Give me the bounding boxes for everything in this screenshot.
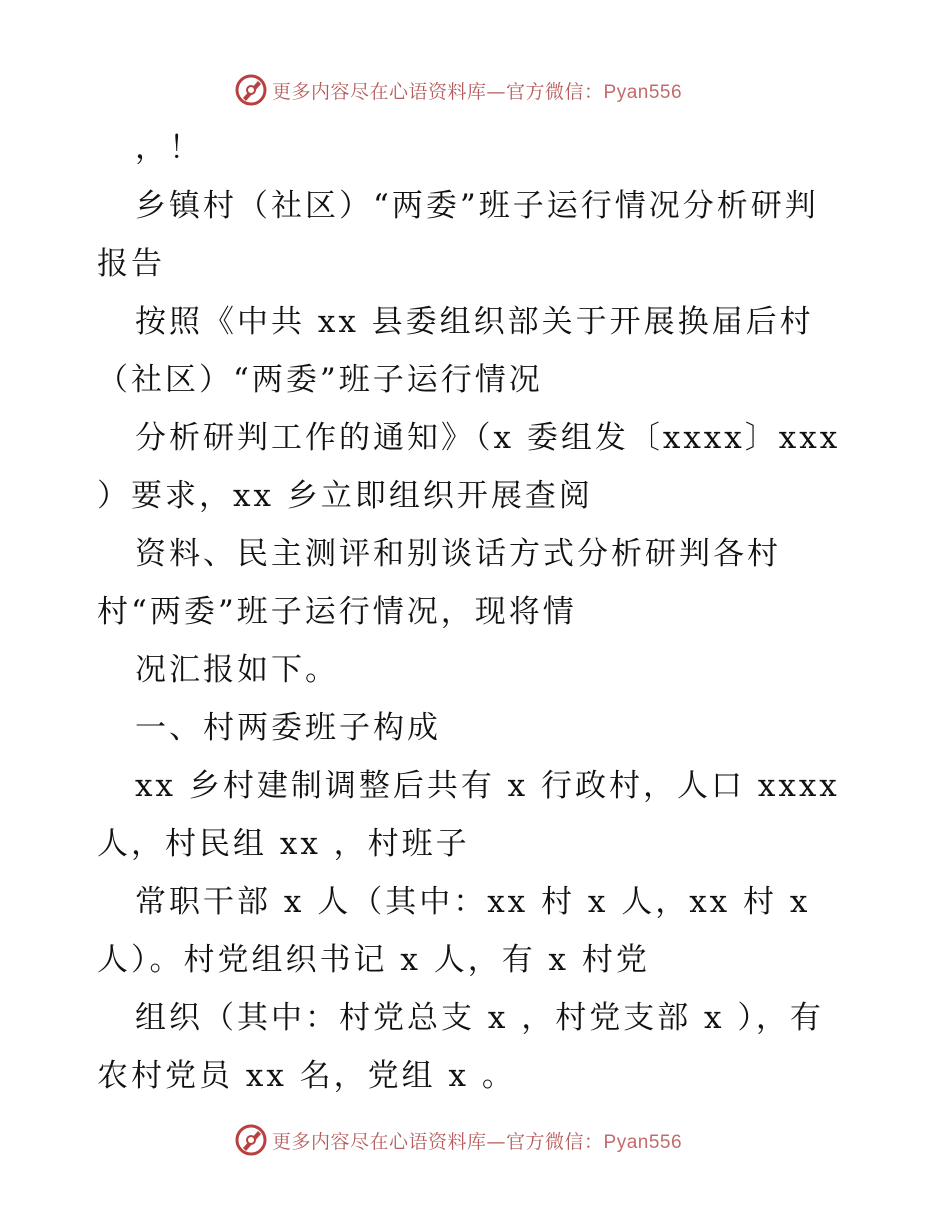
report-title-cont: 报告 (97, 246, 165, 282)
report-title: 乡镇村（社区）“两委”班子运行情况分析研判 (135, 188, 819, 224)
body-line: 人）。村党组织书记 x 人，有 x 村党 (97, 942, 650, 978)
footer-text: 更多内容尽在心语资料库—官方微信：Pyan556 (272, 1130, 683, 1153)
body-line: 农村党员 xx 名，党组 x 。 (97, 1058, 516, 1094)
body-line: xx 乡村建制调整后共有 x 行政村，人口 xxxx (135, 768, 840, 804)
body-line: 组织（其中：村党总支 x ，村党支部 x ），有 (135, 1000, 824, 1036)
body-line: 况汇报如下。 (135, 652, 339, 688)
footer-handle: Pyan556 (603, 1131, 683, 1153)
body-line: 村“两委”班子运行情况，现将情 (97, 594, 577, 630)
body-line: 常职干部 x 人（其中：xx 村 x 人，xx 村 x (135, 884, 811, 920)
footer-banner (0, 1120, 950, 1160)
body-line: 人，村民组 xx ，村班子 (97, 826, 470, 862)
body-line: 分析研判工作的通知》（x 委组发〔xxxx〕xxx (135, 420, 841, 456)
header-banner (0, 70, 950, 110)
body-line: （社区）“两委”班子运行情况 (97, 362, 543, 398)
body-line: 按照《中共 xx 县委组织部关于开展换届后村 (135, 304, 814, 340)
section-heading: 一、村两委班子构成 (135, 710, 441, 746)
body-line: ）要求，xx 乡立即组织开展查阅 (97, 478, 593, 514)
header-text: 更多内容尽在心语资料库—官方微信：Pyan556 (272, 80, 683, 103)
body-line: 资料、民主测评和别谈话方式分析研判各村 (135, 536, 781, 572)
body-line: ，！ (135, 130, 203, 166)
pen-seal-icon (234, 73, 268, 107)
header-handle: Pyan556 (603, 81, 683, 103)
pen-seal-icon (234, 1123, 268, 1157)
